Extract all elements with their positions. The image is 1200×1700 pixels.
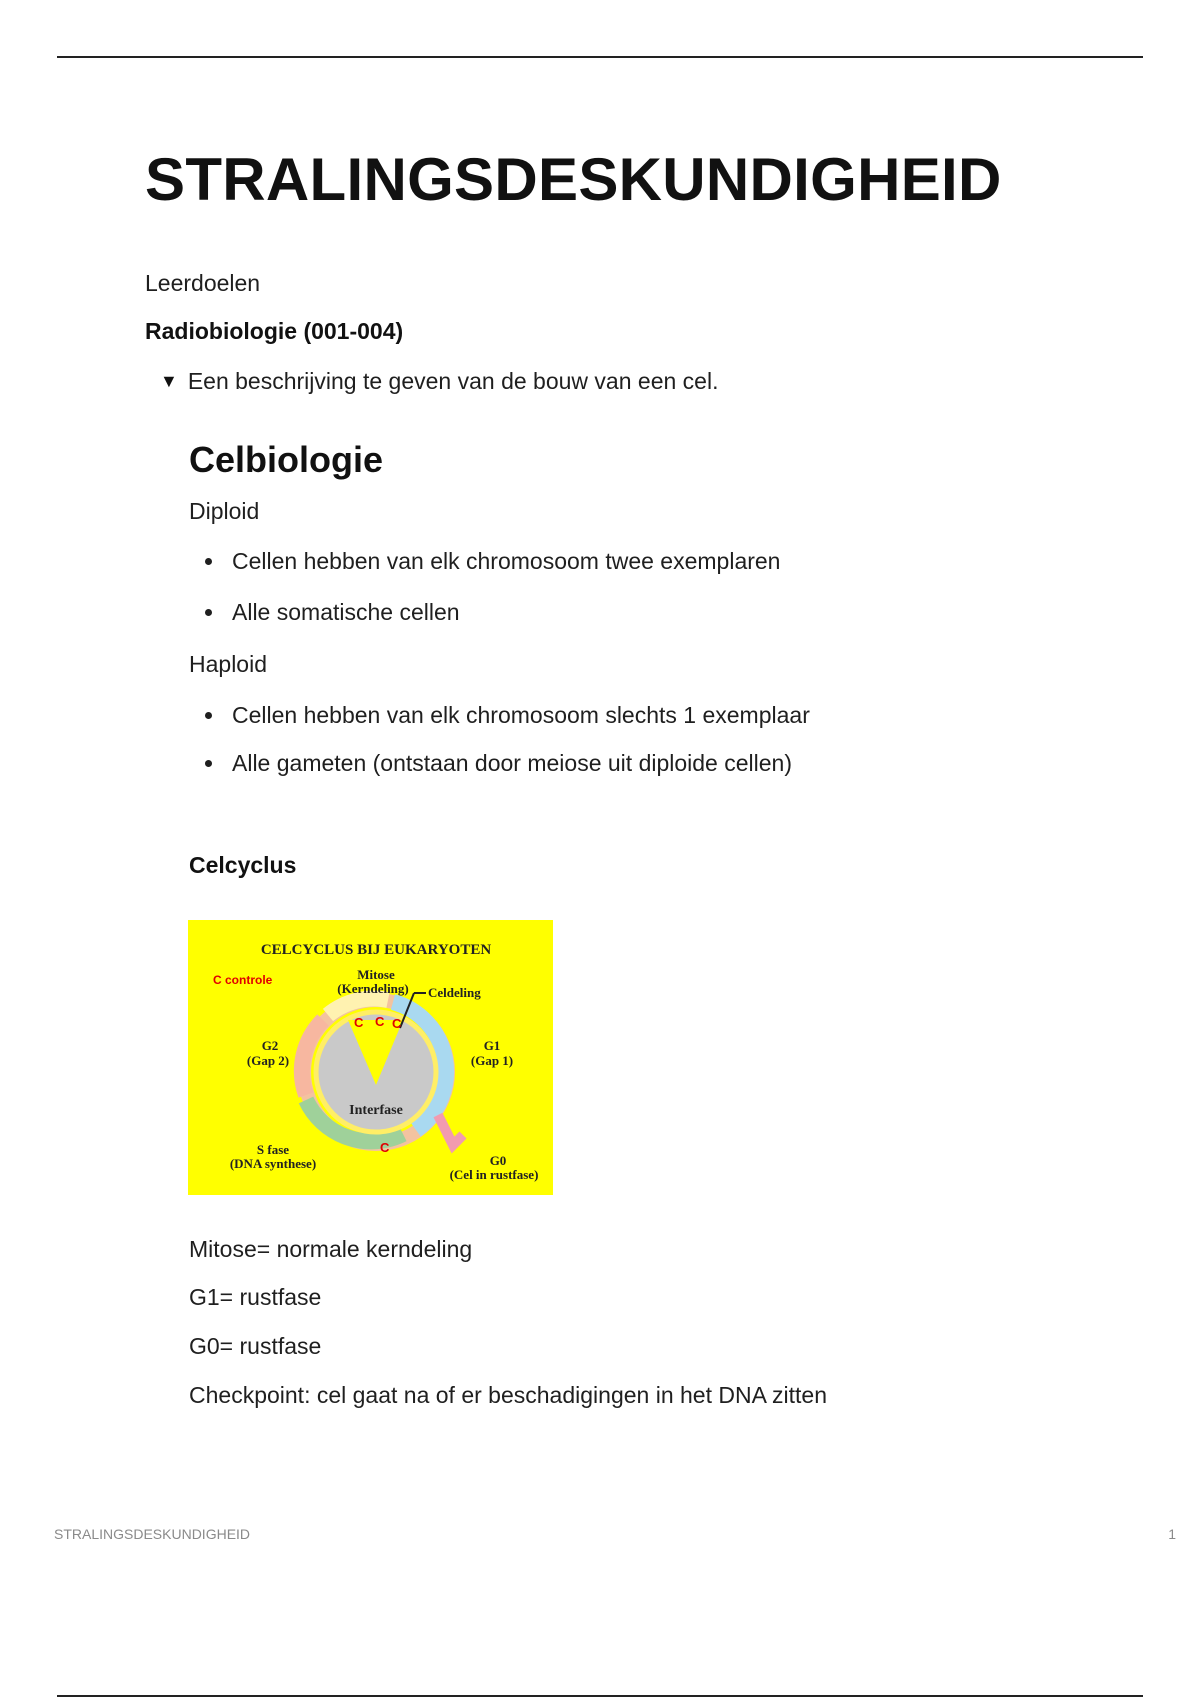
mitose-label: Mitose (357, 967, 395, 982)
control-mark: C (392, 1016, 402, 1031)
list-item (205, 750, 792, 777)
list-item-text: Cellen hebben van elk chromosoom slechts 1 exemplaar (232, 702, 810, 728)
diagram-title: CELCYCLUS BIJ EUKARYOTEN (260, 942, 492, 958)
definition-line: G0= rustfase (189, 1333, 322, 1359)
celcyclus-heading: Celcyclus (189, 852, 297, 878)
g1-label: G1 (483, 1038, 501, 1053)
bullet-icon (205, 609, 212, 616)
interfase-label: Interfase (349, 1103, 403, 1118)
diagram-legend: C controle (213, 973, 273, 987)
diploid-label: Diploid (189, 498, 260, 524)
section-heading: Celbiologie (189, 439, 384, 480)
list-item-text: Cellen hebben van elk chromosoom twee exemplaren (232, 548, 781, 574)
toggle-block[interactable] (160, 368, 718, 395)
bullet-icon (205, 712, 212, 719)
page-title: STRALINGSDESKUNDIGHEID (145, 146, 1002, 213)
radiobiologie-subheading: Radiobiologie (001-004) (145, 318, 404, 344)
top-rule (57, 56, 1143, 58)
celdeling-label: Celdeling (428, 985, 481, 1000)
toggle-content (189, 436, 1089, 490)
sfase-label: S fase (256, 1142, 290, 1157)
dna-synthese-label: (DNA synthese) (229, 1156, 317, 1171)
definition-line: Checkpoint: cel gaat na of er beschadigingen in het DNA zitten (189, 1382, 828, 1408)
control-mark: C (354, 1015, 364, 1030)
kerndeling-label: (Kerndeling) (337, 981, 409, 996)
definition-line: Mitose= normale kerndeling (189, 1236, 473, 1262)
cell-cycle-diagram (188, 920, 553, 1195)
footer-title: STRALINGSDESKUNDIGHEID (54, 1526, 251, 1542)
leerdoelen-label: Leerdoelen (145, 270, 261, 296)
bullet-icon (205, 558, 212, 565)
list-item (205, 548, 780, 575)
control-mark: C (375, 1014, 385, 1029)
haploid-label: Haploid (189, 651, 267, 677)
list-item-text: Alle gameten (ontstaan door meiose uit diploide cellen) (232, 750, 792, 776)
gap2-label: (Gap 2) (246, 1053, 290, 1068)
definition-line: G1= rustfase (189, 1284, 322, 1310)
rustfase-label: (Cel in rustfase) (449, 1167, 539, 1182)
gap1-label: (Gap 1) (470, 1053, 514, 1068)
list-item (205, 702, 810, 729)
page-number: 1 (1168, 1526, 1176, 1542)
g0-label: G0 (489, 1153, 507, 1168)
triangle-down-icon[interactable]: ▼ (160, 371, 178, 391)
list-item (205, 599, 460, 626)
control-mark: C (380, 1140, 390, 1155)
bullet-icon (205, 760, 212, 767)
list-item-text: Alle somatische cellen (232, 599, 460, 625)
bottom-rule (57, 1695, 1143, 1697)
g2-label: G2 (261, 1038, 279, 1053)
toggle-text: Een beschrijving te geven van de bouw van een cel. (187, 368, 719, 394)
